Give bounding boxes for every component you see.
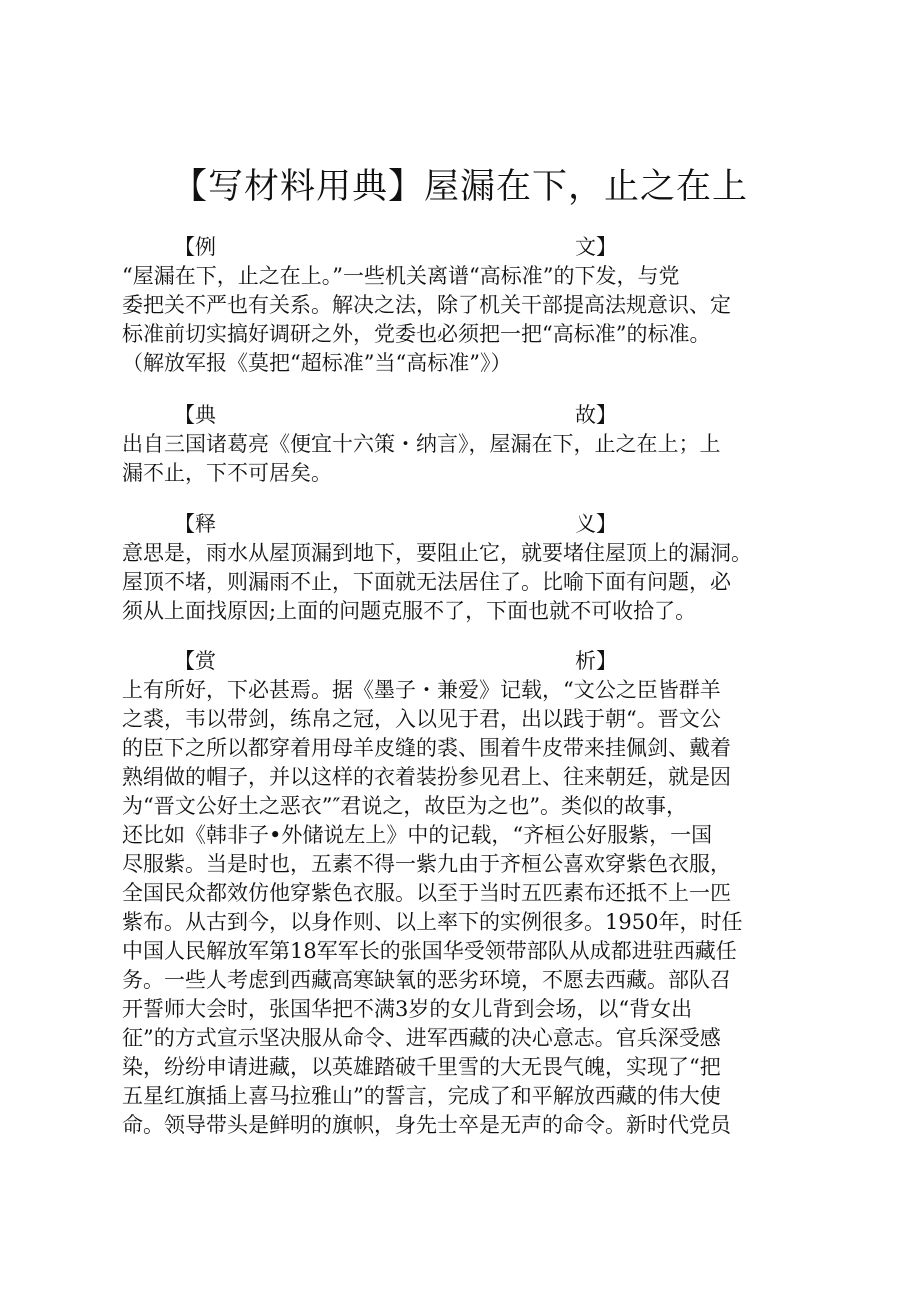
heading-right: 析】 [575,649,617,673]
section-heading-example [0,232,920,262]
section-body-allusion [122,430,802,488]
text-line: 中国人民解放军第18军军长的张国华受领带部队从成都进驻西藏任 [122,939,737,963]
heading-right: 文】 [575,235,617,259]
section-body-example [122,262,802,378]
heading-left: 【赏 [174,649,216,673]
text-line: “屋漏在下，止之在上。”一些机关离谱“高标准”的下发，与党 [122,264,680,288]
text-line: 屋顶不堵，则漏雨不止，下面就无法居住了。比喻下面有问题，必 [122,570,731,594]
text-line: 标准前切实搞好调研之外，党委也必须把一把“高标准”的标准。 [122,322,711,346]
text-line: 为“晋文公好土之恶衣”″君说之，故臣为之也”。类似的故事， [122,794,688,818]
text-line: 五星红旗插上喜马拉雅山”的誓言，完成了和平解放西藏的伟大使 [122,1084,721,1108]
text-line: 出自三国诸葛亮《便宜十六策・纳言》，屋漏在下，止之在上；上 [122,432,721,456]
text-line: 的臣下之所以都穿着用母羊皮缝的裘、围着牛皮带来挂佩剑、戴着 [122,736,731,760]
text-line: 务。一些人考虑到西藏高寒缺氧的恶劣环境，不愿去西藏。部队召 [122,968,731,992]
page-title: 【写材料用典】屋漏在下，止之在上 [171,167,748,207]
heading-left: 【典 [174,403,216,427]
text-line: 全国民众都效仿他穿紫色衣服。以至于当时五匹素布还抵不上一匹 [122,881,731,905]
text-line: 委把关不严也有关系。解决之法，除了机关干部提高法规意识、定 [122,293,731,317]
text-line: 之裘，韦以带剑，练帛之冠，入以见于君，出以践于朝“。晋文公 [122,707,721,731]
section-heading-allusion [0,400,920,430]
heading-right: 义】 [575,512,617,536]
text-line: 须从上面找原因;上面的问题克服不了，下面也就不可收拾了。 [122,599,697,623]
text-line: 征”的方式宣示坚决服从命令、进军西藏的决心意志。官兵深受感 [122,1026,721,1050]
heading-right: 故】 [575,403,617,427]
text-line: 命。领导带头是鲜明的旗帜，身先士卒是无声的命令。新时代党员 [122,1113,731,1137]
text-line: 上有所好，下必甚焉。据《墨子・兼爱》记载，“文公之臣皆群羊 [122,678,721,702]
text-line: 开誓师大会时，张国华把不满3岁的女儿背到会场，以“背女出 [122,997,693,1021]
text-line: 还比如《韩非子•外储说左上》中的记载，“齐桓公好服紫，一国 [122,823,713,847]
heading-left: 【释 [174,512,216,536]
heading-left: 【例 [174,235,216,259]
text-line: 染，纷纷申请进藏，以英雄踏破千里雪的大无畏气魄，实现了“把 [122,1055,721,1079]
text-line: 尽服紫。当是时也，五素不得一紫九由于齐桓公喜欢穿紫色衣服， [122,852,731,876]
text-line: （解放军报《莫把“超标准”当“高标准”》） [122,351,512,375]
text-line: 漏不止，下不可居矣。 [122,461,332,485]
section-heading-analysis [0,646,920,676]
text-line: 意思是，雨水从屋顶漏到地下，要阻止它，就要堵住屋顶上的漏洞。 [122,541,752,565]
section-heading-meaning [0,509,920,539]
section-body-analysis [122,676,802,1140]
text-line: 熟绢做的帽子，并以这样的衣着装扮参见君上、往来朝廷，就是因 [122,765,731,789]
section-body-meaning [122,539,802,626]
text-line: 紫布。从古到今，以身作则、以上率下的实例很多。1950年，时任 [122,910,743,934]
